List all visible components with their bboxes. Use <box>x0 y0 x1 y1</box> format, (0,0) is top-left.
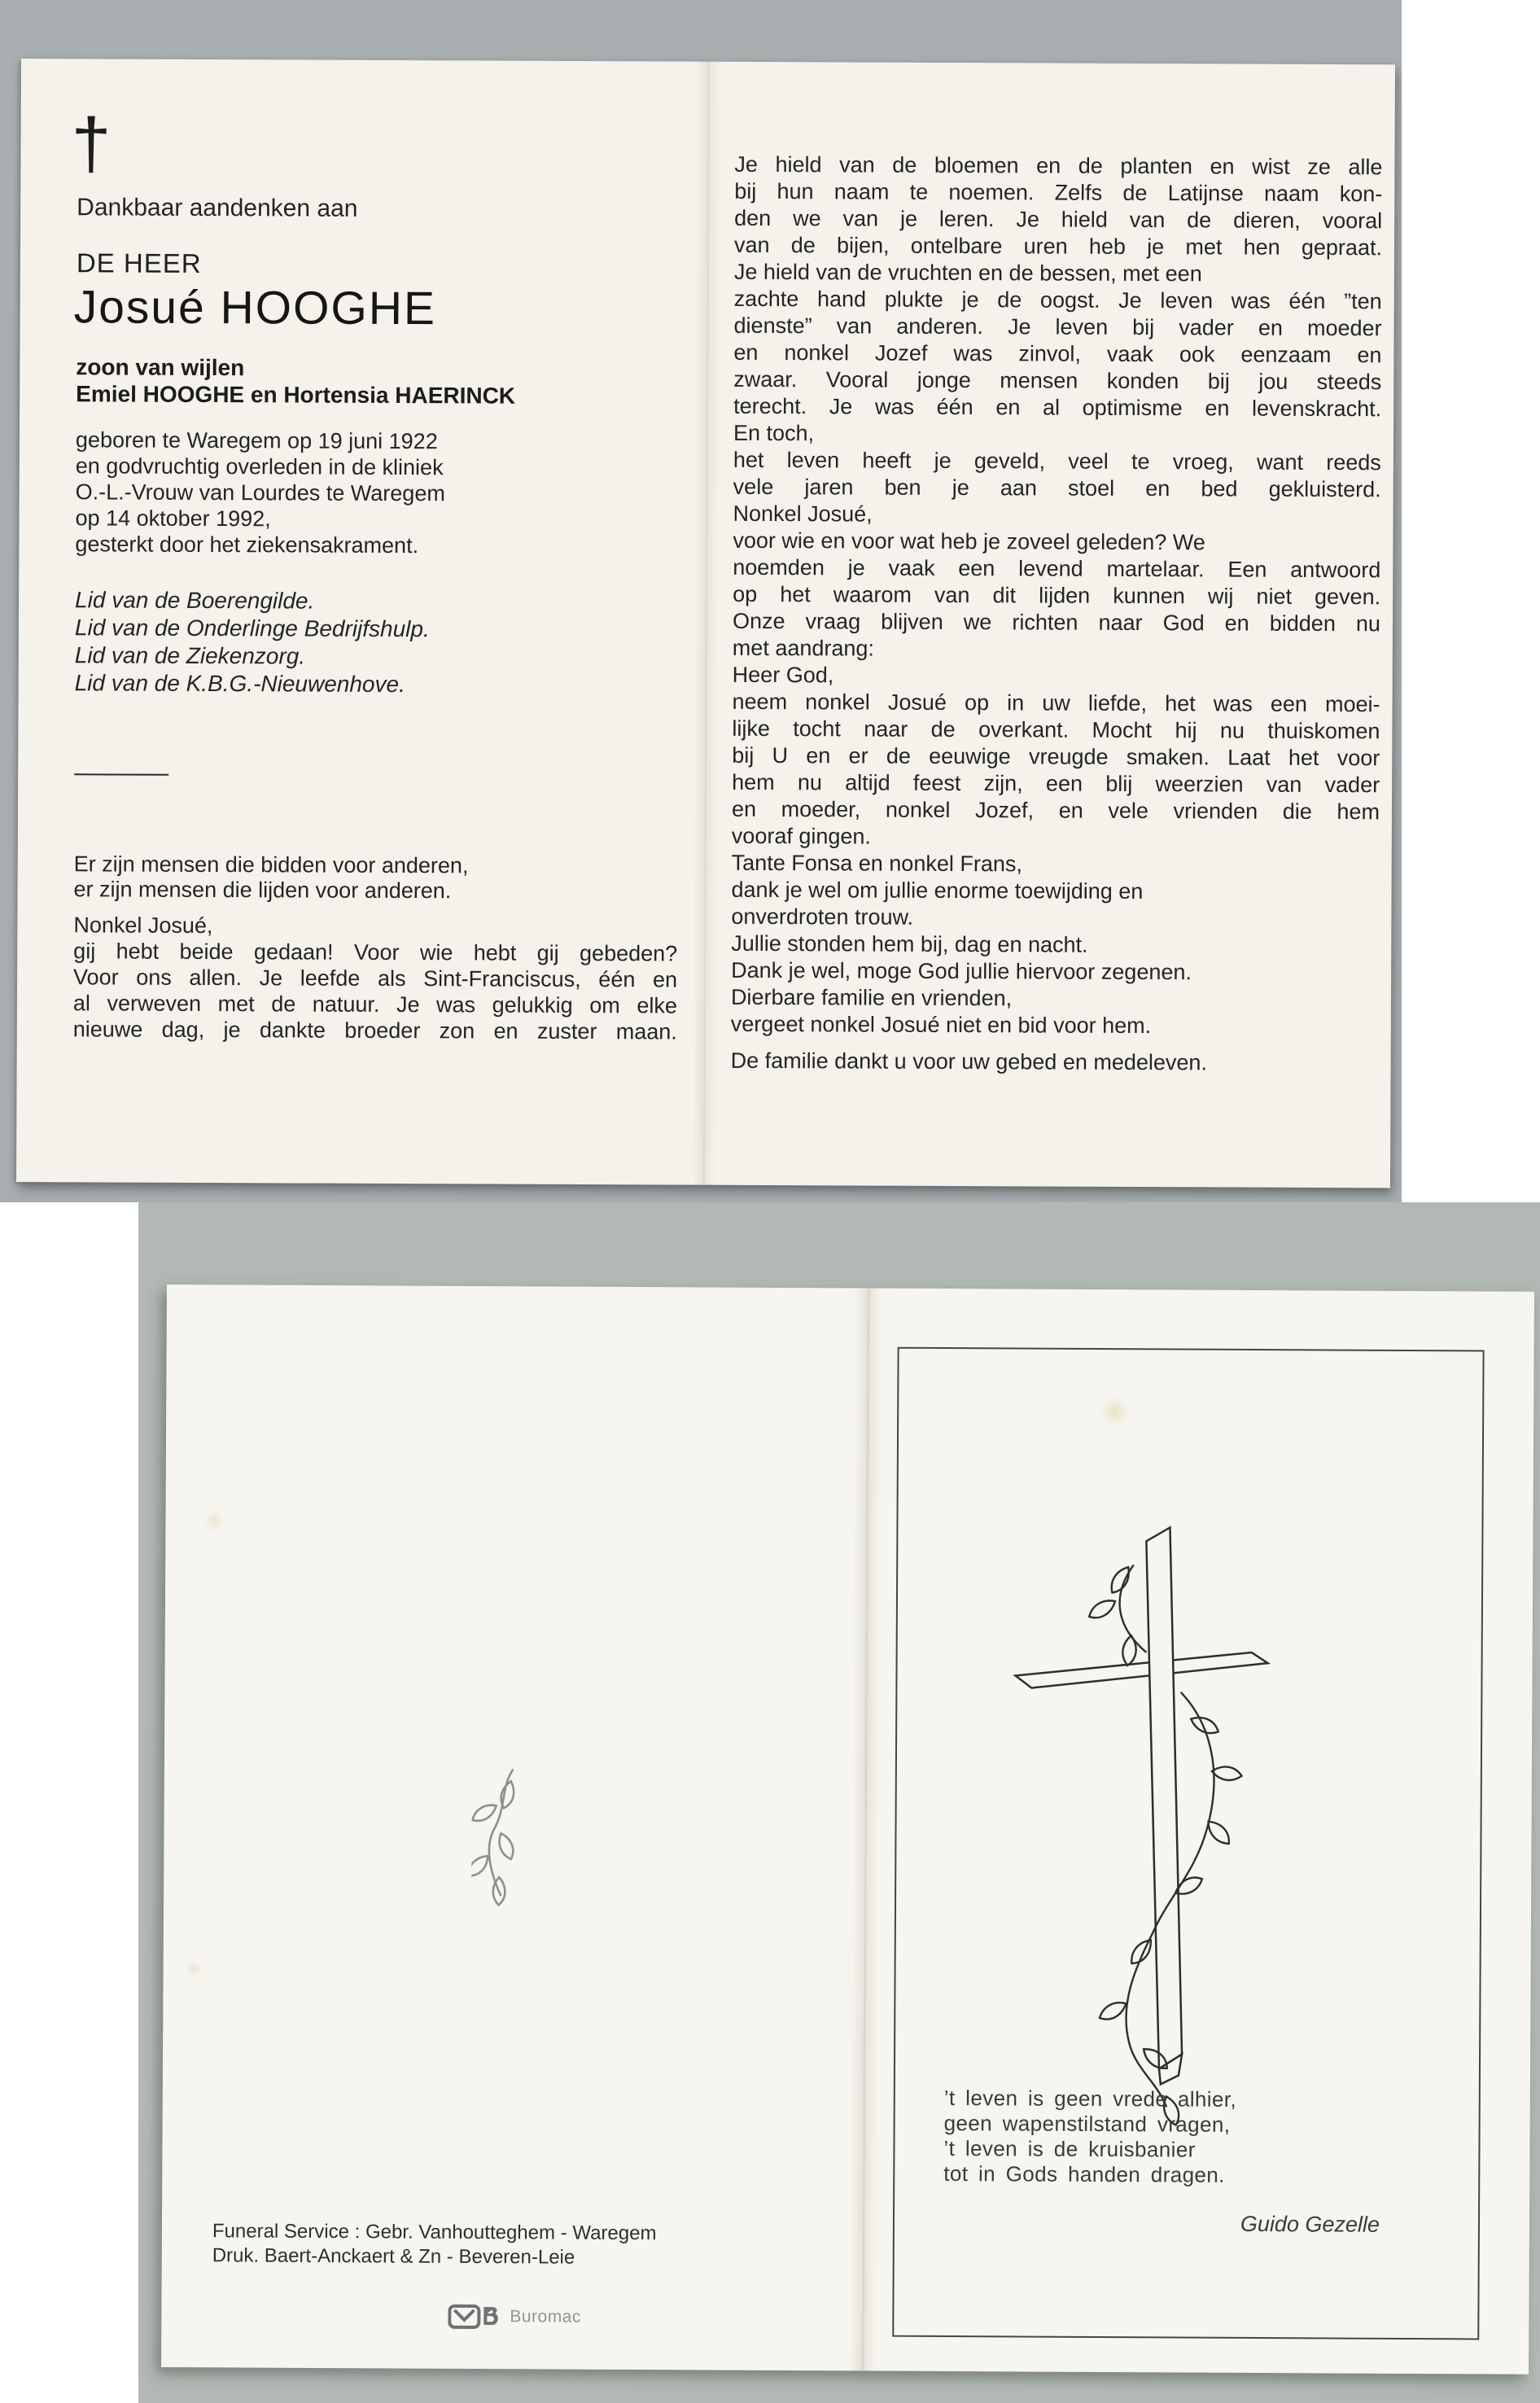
intro-line: Dankbaar aandenken aan <box>77 194 358 222</box>
text-line: gesterkt door het ziekensakrament. <box>75 532 419 558</box>
text-line: en godvruchtig overleden in de kliniek <box>75 453 444 480</box>
text-line: tot in Gods handen dragen. <box>943 2161 1225 2187</box>
text-line: Je hield van de bloemen en de planten en wist ze alle <box>734 151 1383 180</box>
birth-death-block <box>75 427 445 558</box>
text-line: gij hebt beide gedaan! Voor wie hebt gij gebeden? <box>73 939 678 966</box>
text-line: Funeral Service : Gebr. Vanhoutteghem - Waregem <box>212 2220 657 2245</box>
text-line: Nonkel Josué, <box>733 501 873 527</box>
poem-author: Guido Gezelle <box>1240 2211 1380 2237</box>
text-line: terecht. Je was één en al optimisme en levenskracht. <box>733 393 1382 422</box>
reflection-body-block <box>73 912 678 1044</box>
text-line: het leven heeft je geveld, veel te vroeg, want reeds <box>733 447 1381 475</box>
text-line: ’t leven is de kruisbanier <box>943 2136 1196 2162</box>
printer-credits-block <box>212 2219 657 2270</box>
buromac-wordmark: Buromac <box>510 2307 581 2326</box>
text-line: neem nonkel Josué op in uw liefde, het was een moei- <box>732 689 1380 717</box>
text-line: Dierbare familie en vrienden, <box>730 984 1013 1011</box>
text-line: voor wie en voor wat heb je zoveel geleden? We <box>733 527 1205 555</box>
memorial-card-inside-spread <box>16 59 1395 1188</box>
text-line: Onze vraag blijven we richten naar God en bidden nu <box>732 608 1381 637</box>
text-line: bij U en er de eeuwige vreugde smaken. Laat het voor <box>732 742 1380 771</box>
salutation: DE HEER <box>76 247 202 278</box>
memorial-frame <box>892 1347 1484 2340</box>
text-line: ’t leven is geen vrede alhier, <box>943 2086 1237 2112</box>
text-line: Emiel HOOGHE en Hortensia HAERINCK <box>76 381 516 409</box>
text-line: Heer God, <box>732 662 834 688</box>
text-line: Lid van de Onderlinge Bedrijfshulp. <box>74 615 430 642</box>
text-line: En toch, <box>733 420 815 446</box>
memorial-card-back-spread <box>161 1285 1534 2375</box>
memberships-block <box>75 586 430 698</box>
text-line: Jullie stonden hem bij, dag en nacht. <box>731 930 1088 957</box>
text-line: nieuwe dag, je dankte broeder zon en zuster maan. <box>72 1017 677 1044</box>
text-line: zoon van wijlen <box>76 354 245 381</box>
text-line: op 14 oktober 1992, <box>75 506 271 532</box>
scan-card-inside <box>0 0 1402 1202</box>
text-line: bij hun naam te noemen. Zelfs de Latijnse naam kon- <box>734 178 1383 207</box>
cross-symbol-icon: † <box>71 103 112 184</box>
text-line: dienste” van anderen. Je leven bij vader en moeder <box>733 313 1382 341</box>
text-line: geen wapenstilstand vragen, <box>943 2111 1231 2137</box>
text-line: geboren te Waregem op 19 juni 1922 <box>75 427 438 454</box>
text-line: O.-L.-Vrouw van Lourdes te Waregem <box>75 479 445 506</box>
text-line: en nonkel Jozef was zinvol, vaak ook eenzaam en <box>733 339 1382 368</box>
scan-card-back <box>138 1202 1540 2403</box>
deceased-name: Josué HOOGHE <box>73 281 437 335</box>
text-line: zwaar. Vooral jonge mensen konden bij jou steeds <box>733 366 1382 395</box>
text-line: op het waarom van dit lijden kunnen wij niet geven. <box>733 581 1381 610</box>
poem-block <box>943 2086 1433 2189</box>
fold-crease <box>849 1288 882 2370</box>
text-line: onverdroten trouw. <box>731 904 914 930</box>
cross-with-vine-illustration <box>1006 1516 1282 2148</box>
text-line: noemden je vaak een levend martelaar. Een antwoord <box>733 554 1381 583</box>
eulogy-block <box>731 151 1383 1040</box>
buromac-logo-icon <box>448 2304 501 2330</box>
text-line: van de bijen, ontelbare uren heb je met hen gepraat. <box>733 232 1383 260</box>
text-line: er zijn mensen die lijden voor anderen. <box>73 877 452 904</box>
text-line: Tante Fonsa en nonkel Frans, <box>731 850 1022 877</box>
text-line: hem nu altijd feest zijn, een blij weerzien van vader <box>732 769 1380 798</box>
text-line: Lid van de K.B.G.-Nieuwenhove. <box>74 670 405 698</box>
text-line: Je hield van de vruchten en de bessen, met een <box>733 259 1202 287</box>
text-line: Lid van de Boerengilde. <box>75 587 315 614</box>
text-line: vergeet nonkel Josué niet en bid voor hem. <box>730 1011 1152 1039</box>
text-line: Voor ons allen. Je leefde als Sint-Franciscus, één en <box>73 965 678 992</box>
buromac-brand <box>448 2304 581 2331</box>
closing-line: De familie dankt u voor uw gebed en medeleven. <box>730 1048 1208 1075</box>
text-line: al verweven met de natuur. Je was gelukkig om elke <box>72 991 677 1018</box>
text-line: den we van je leren. Je hield van de dieren, vooral <box>734 205 1383 234</box>
text-line: Er zijn mensen die bidden voor anderen, <box>73 851 469 878</box>
text-line: vooraf gingen. <box>731 823 872 849</box>
text-line: met aandrang: <box>732 635 875 661</box>
lineage-block <box>76 353 515 409</box>
text-line: Lid van de Ziekenzorg. <box>74 642 306 669</box>
text-line: zachte hand plukte je de oogst. Je leven was één ”ten <box>733 286 1382 314</box>
text-line: Nonkel Josué, <box>73 913 213 939</box>
reflection-intro-block <box>73 851 677 904</box>
text-line: Druk. Baert-Anckaert & Zn - Beveren-Leie <box>212 2244 575 2269</box>
text-line: lijke tocht naar de overkant. Mocht hij nu thuiskomen <box>732 716 1380 744</box>
text-line: vele jaren ben je aan stoel en bed gekluisterd. <box>733 474 1381 502</box>
fold-crease <box>692 62 721 1185</box>
text-line: dank je wel om jullie enorme toewijding en <box>731 877 1144 904</box>
vine-doodle-icon <box>471 1765 531 1910</box>
text-line: en moeder, nonkel Jozef, en vele vrienden die hem <box>731 796 1380 825</box>
divider-rule <box>74 773 168 776</box>
text-line: Dank je wel, moge God jullie hiervoor zegenen. <box>731 957 1192 985</box>
